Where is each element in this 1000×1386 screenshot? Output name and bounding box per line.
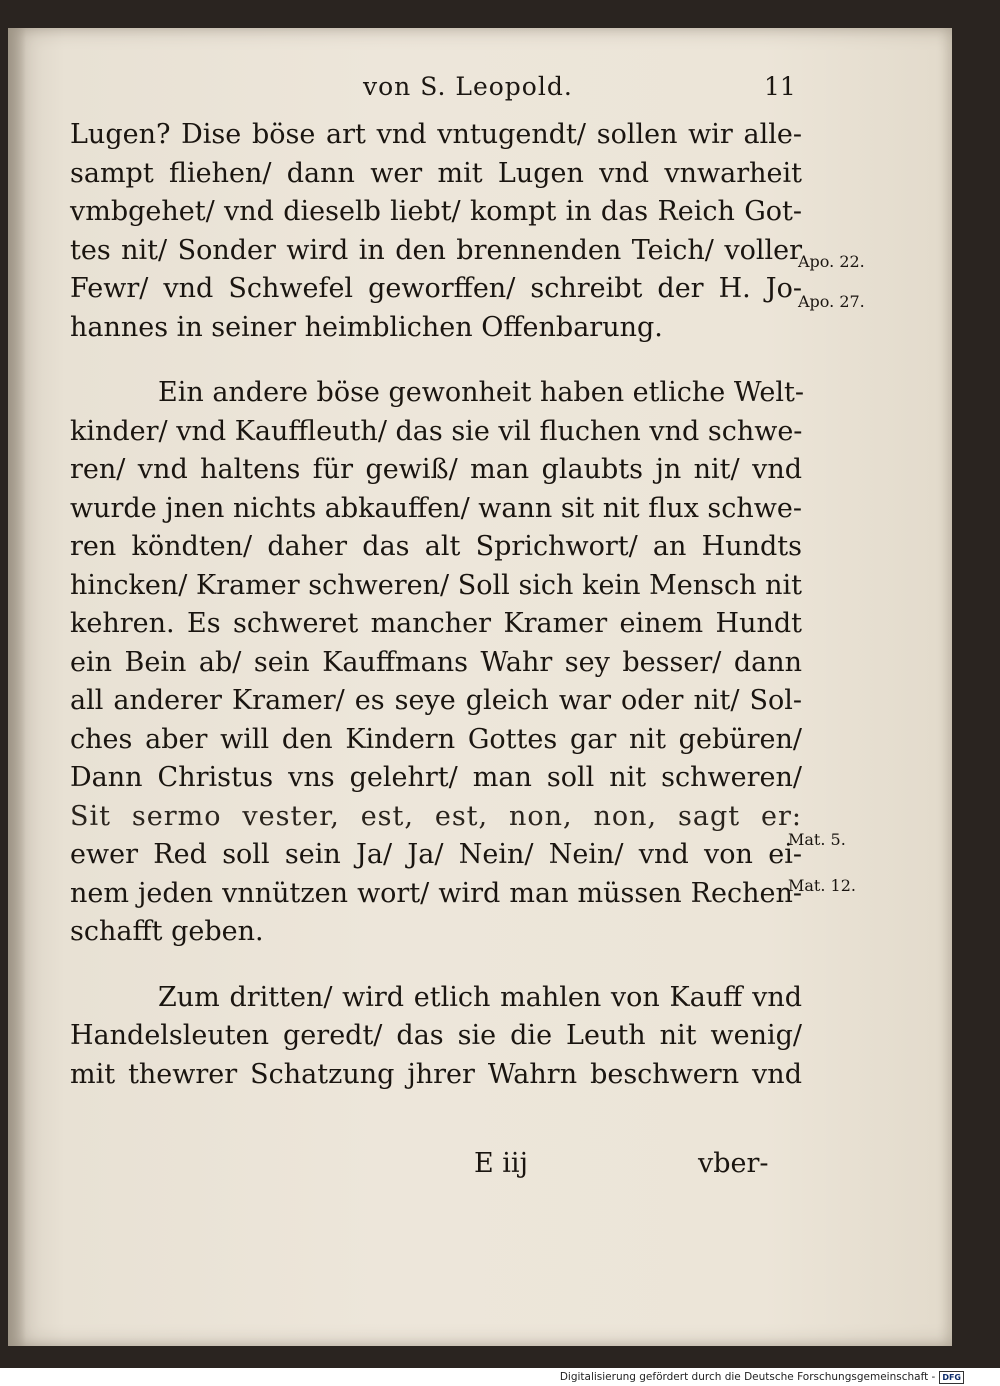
text-line: hannes in seiner heimblichen Offenbarung. xyxy=(70,311,663,343)
margin-note: Apo. 27. xyxy=(798,292,865,311)
paragraph xyxy=(70,374,802,952)
text-line: Ein andere böse gewonheit haben etliche Welt- xyxy=(158,377,804,408)
text-line: vmbgehet/ vnd dieselb liebt/ kompt in das Reich Got- xyxy=(70,196,802,227)
text-line: Handelsleuten geredt/ das sie die Leuth nit wenig/ xyxy=(70,1020,802,1051)
text-line: schafft geben. xyxy=(70,916,264,947)
text-line: kehren. Es schweret mancher Kramer einem Hundt xyxy=(70,608,802,639)
text-line: Zum dritten/ wird etlich mahlen von Kauff vnd xyxy=(158,981,802,1013)
page-header xyxy=(8,72,952,102)
text-line: ewer Red soll sein Ja/ Ja/ Nein/ Nein/ vnd von ei- xyxy=(70,839,802,870)
catchline xyxy=(8,1148,952,1188)
paragraph xyxy=(70,979,802,1095)
body-text xyxy=(70,116,802,1094)
book-page xyxy=(8,28,952,1346)
text-line: ein Bein ab/ sein Kauffmans Wahr sey besser/ dann xyxy=(70,646,802,678)
text-line: Dann Christus vns gelehrt/ man soll nit schweren/ xyxy=(70,762,802,793)
text-line: sampt fliehen/ dann wer mit Lugen vnd vnwarheit xyxy=(70,157,802,189)
catchword: vber- xyxy=(698,1148,769,1179)
text-line: hincken/ Kramer schweren/ Soll sich kein Mensch nit xyxy=(70,569,802,601)
text-line: all anderer Kramer/ es seye gleich war oder nit/ Sol- xyxy=(70,685,802,716)
page-number: 11 xyxy=(764,72,796,101)
digitization-credit xyxy=(560,1370,964,1384)
signature-mark: E iij xyxy=(474,1148,528,1179)
text-line: tes nit/ Sonder wird in den brennenden Teich/ voller xyxy=(70,234,802,266)
text-line: Fewr/ vnd Schwefel geworffen/ schreibt der H. Jo- xyxy=(70,273,802,304)
text-line: ren köndten/ daher das alt Sprichwort/ an Hundts xyxy=(70,531,802,562)
dfg-logo: DFG xyxy=(939,1371,964,1384)
text-line: mit thewrer Schatzung jhrer Wahrn beschwern vnd xyxy=(70,1058,802,1090)
text-line: kinder/ vnd Kauffleuth/ das sie vil fluchen vnd schwe- xyxy=(70,415,803,447)
text-line: nem jeden vnnützen wort/ wird man müssen Rechen- xyxy=(70,877,802,909)
margin-note: Apo. 22. xyxy=(798,252,865,271)
latin-quotation-line: Sit sermo vester, est, est, non, non, sagt er: xyxy=(70,800,802,832)
paragraph xyxy=(70,116,802,347)
margin-note: Mat. 12. xyxy=(788,876,856,895)
text-line: ren/ vnd haltens für gewiß/ man glaubts jn nit/ vnd xyxy=(70,454,802,485)
text-line: wurde jnen nichts abkauffen/ wann sit nit flux schwe- xyxy=(70,492,802,524)
running-head: von S. Leopold. xyxy=(363,72,573,101)
text-line: Lugen? Dise böse art vnd vntugendt/ sollen wir alle- xyxy=(70,119,802,150)
text-line: ches aber will den Kindern Gottes gar nit gebüren/ xyxy=(70,723,802,755)
credit-text: Digitalisierung gefördert durch die Deutsche Forschungsgemeinschaft - xyxy=(559,1371,936,1383)
margin-note: Mat. 5. xyxy=(788,830,846,849)
